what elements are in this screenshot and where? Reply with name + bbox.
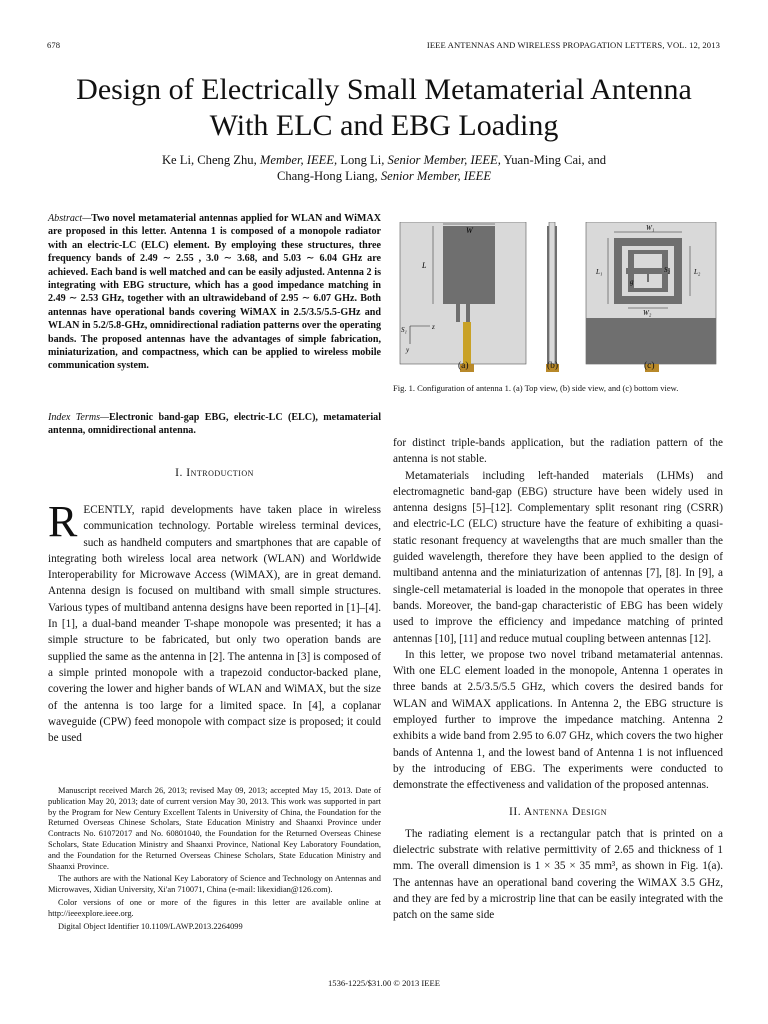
label-w: W (466, 226, 473, 235)
author-affil-g: Senior Member, IEEE (377, 169, 492, 183)
footnote-doi: Digital Object Identifier 10.1109/LAWP.2013.2264099 (58, 921, 243, 931)
index-terms-label: Index Terms— (48, 412, 110, 423)
author-list (0, 152, 768, 184)
label-y: y (406, 346, 410, 354)
paragraph-continued: for distinct triple-bands application, but the radiation pattern of the antenna is not stable. (393, 437, 723, 466)
title-line-1: Design of Electrically Small Metamaterial Antenna (76, 73, 692, 106)
label-l: L (422, 261, 427, 270)
figure-sublabel-b: (b) (547, 361, 559, 371)
paragraph-metamaterials: Metamaterials including left-handed materials (LHMs) and electromagnetic band-gap (EBG) structure have been widely used in antenna designs [5]–[12]. Complementary split resonant ring (CSRR) and electric-LC (ELC) structure have the feature of exhibiting a quasi-static resonant frequency at wavelengths that are much smaller than the guided wavelength, therefore they have been applied to the design of multiband antenna and the miniaturization of antennas [7], [8]. In [9], a single-cell metamaterial is loaded in the monopole that operates in three bands. Moreover, the band-gap characteristic of EBG has been widely used to improve the efficiency and impedance matching of printed antennas [10], [11] and reduce mutual coupling between antennas [12]. (393, 469, 723, 645)
label-s2: S₂ (664, 266, 670, 274)
right-column-body (393, 435, 723, 924)
figure-1-diagram (396, 222, 723, 372)
page-number: 678 (47, 40, 61, 50)
author-affil-b: Member, IEEE, (256, 153, 338, 167)
label-z: z (432, 323, 435, 331)
abstract-text: Two novel metamaterial antennas applied for WLAN and WiMAX are proposed in this letter. Antenna 1 is composed of a monopole radiator with an electric-LC (ELC) element. By employing these structures, three frequency bands of 2.49 ∼ 2.55 , 3.0 ∼ 3.68, and 5.03 ∼ 6.04 GHz are achieved. Each band is well matched and can be easily adjusted. Antenna 2 is integrating with EBG structure, which has a good impedance matching in 2.49 ∼ 2.53 GHz, together with an ultrawideband of 2.95 ∼ 6.07 GHz. Both antennas have operational bands covering WiMAX in 2.5/3.5/5.5-GHz and WLAN in 5.2/5.8-GHz, omnidirectional radiation patterns over the operating bands. The proposed antennas have the advantages of simple fabrication, miniaturization, and compactness, which can be applied to wireless mobile communication system. (48, 213, 381, 372)
section-heading-introduction: I. Introduction (175, 466, 254, 479)
author-names-c: Long Li, (337, 153, 385, 167)
abstract (48, 212, 381, 373)
figure-sublabel-a: (a) (458, 361, 469, 371)
side-view (546, 222, 559, 372)
figure-1-caption: Fig. 1. Configuration of antenna 1. (a) Top view, (b) side view, and (c) bottom view. (393, 383, 679, 393)
paper-title (0, 72, 768, 144)
index-terms-text: Electronic band-gap EBG, electric-LC (ELC), metamaterial antenna, omnidirectional antenna. (48, 412, 381, 437)
title-line-2: With ELC and EBG Loading (209, 109, 559, 142)
abstract-label: Abstract— (48, 213, 92, 224)
figure-sublabel-c: (c) (644, 361, 655, 371)
author-names-a: Ke Li, Cheng Zhu, (161, 153, 257, 167)
label-l2: L₂ (694, 268, 701, 276)
bottom-view (586, 222, 716, 372)
author-line-2 (0, 168, 768, 184)
footnote-color: Color versions of one or more of the figures in this letter are available online at http://ieeexplore.ieee.org. (48, 897, 381, 918)
author-names-e: Yuan-Ming Cai, and (500, 153, 607, 167)
label-w2: W₂ (643, 309, 652, 317)
label-g: g (630, 278, 634, 286)
label-s1: S₁ (401, 326, 407, 334)
paragraph-radiating-element: The radiating element is a rectangular patch that is printed on a dielectric substrate with relative permittivity of 2.65 and thickness of 1 mm. The overall dimension is 1 × 35 × 35 mm³, as shown in Fig. 1(a). The antennas have an operational band covering the WiMAX 3.5 GHz, and they are fed by a microstrip line that can be easily integrated with the patch on the same side (393, 827, 723, 922)
index-terms (48, 411, 381, 438)
footnote-manuscript: Manuscript received March 26, 2013; revised May 09, 2013; accepted May 15, 2013. Date of publication May 20, 2013; date of current version May 30, 2013. This work was supported in part by the Program for New Century Excellent Talents in University of China, the Foundation for the Returned Overseas Chinese Scholars, State Education Ministry and Shaanxi Province under Contracts No. 61072017 and No. 60801040, the Foundation for the Returned Overseas Chinese Scholars, State Education Ministry and Shaanxi Province, National Key Laboratory Foundation, and the Foundation for the Returned Overseas Chinese Scholars, State Education Ministry and Shaanxi Province. (48, 786, 381, 871)
running-header (47, 40, 720, 54)
introduction-text: ECENTLY, rapid developments have taken place in wireless communication technology. Portable wireless terminal devices, such as handheld computers and smartphones that are capable of integrating both wireless local area network (WLAN) and Worldwide Interoperability for Microwave Access (WiMAX), are in great demand. Antenna design is focused on multiband with small simple structures. Various types of multiband antenna designs have been reported in [1]–[4]. In [1], a dual-band meander T-shape monopole was presented; it has a simple structure to be fabricated, but only two operation bands are supplied the same as the antenna in [2]. The antenna in [3] is composed of a simple printed monopole with a trapezoid conductor-backed plane, covering the lower and higher bands of WLAN and WiMAX, but the size of the antenna is too large for a limited space. In [4], a coplanar waveguide (CPW) feed monopole with compact size is proposed; it could be used (48, 504, 381, 745)
top-view (400, 222, 526, 372)
drop-cap: R (48, 497, 78, 546)
label-l1: L₁ (596, 268, 603, 276)
author-names-f: Chang-Hong Liang, (276, 169, 378, 183)
introduction-body (48, 497, 381, 746)
copyright-footer: 1536-1225/$31.00 © 2013 IEEE (327, 978, 441, 988)
footnotes (48, 786, 381, 934)
author-line-1 (0, 152, 768, 168)
paragraph-proposal: In this letter, we propose two novel triband metamaterial antennas. With one ELC element loaded in the monopole, Antenna 1 operates in three bands at 2.5/3.5/5.5 GHz, which covers the desired bands for WLAN and WiMAX applications. In Antenna 2, the EBG structure is employed further to improve the impedance matching. Antenna 2 exhibits a wide band from 2.95 to 6.07 GHz, which covers the two higher bands of Antenna 1, and the lowest band of Antenna 1 is not influenced by the introducing of EBG. The experiments were conducted to demonstrate the effectiveness and validation of the proposed antennas. (393, 648, 723, 792)
footnote-authors: The authors are with the National Key Laboratory of Science and Technology on Antennas and Microwaves, Xidian University, Xi'an 710071, China (e-mail: likexidian@126.com). (48, 874, 381, 895)
author-affil-d: Senior Member, IEEE, (384, 153, 501, 167)
section-heading-antenna-design: II. Antenna Design (509, 804, 607, 818)
journal-header: IEEE ANTENNAS AND WIRELESS PROPAGATION LETTERS, VOL. 12, 2013 (426, 40, 720, 50)
label-w1: W₁ (646, 224, 655, 232)
